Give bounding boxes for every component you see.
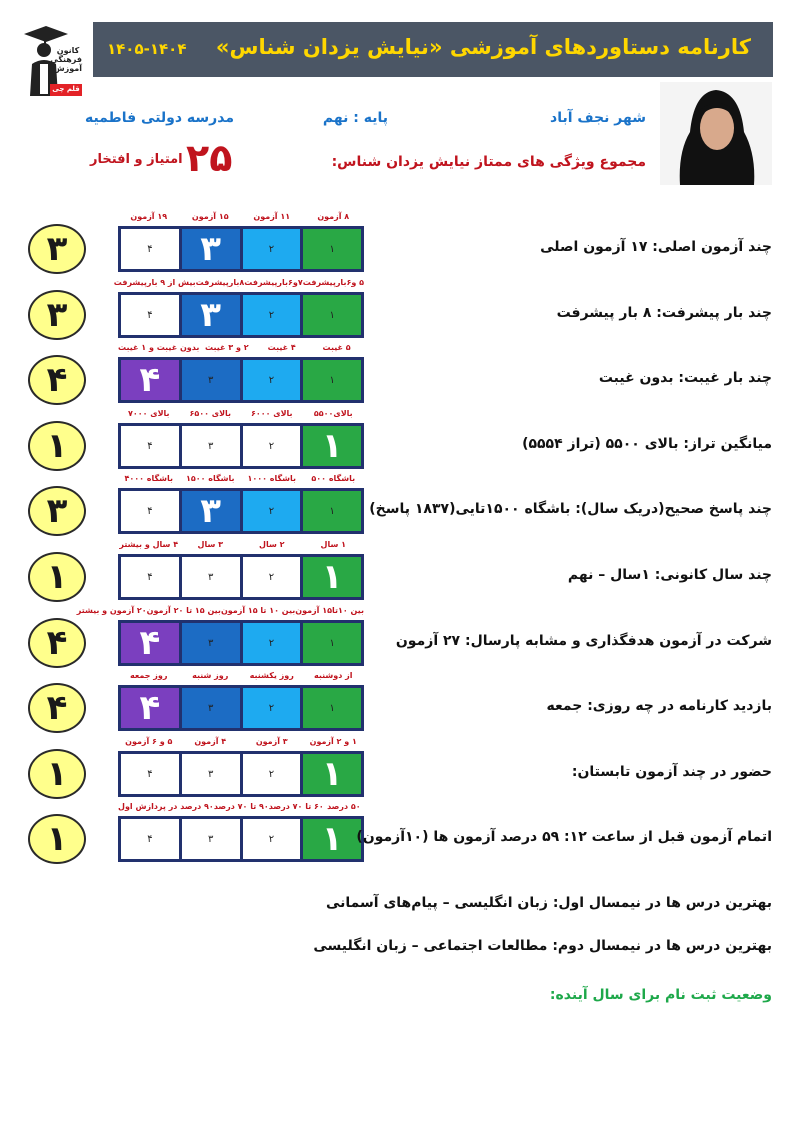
- range-label: ۸بارپیشرفت: [195, 278, 245, 287]
- range-label: ۵۰ درصد: [327, 802, 361, 811]
- level-cell-4: ۴: [121, 491, 179, 531]
- range-label: باشگاه ۵۰۰: [311, 474, 356, 483]
- city-text: شهر نجف آباد: [550, 110, 646, 126]
- level-cell-2: ۲: [243, 229, 301, 269]
- score-circle: ۴: [28, 683, 86, 733]
- row-question: شرکت در آزمون هدفگذاری و مشابه پارسال: ۲۷ آزمون: [395, 633, 772, 649]
- level-cell-4: ۴: [121, 623, 179, 663]
- range-label: روز یکشنبه: [249, 671, 294, 680]
- row-range-labels: [118, 737, 364, 749]
- range-label: باشگاه ۱۰۰۰: [247, 474, 297, 483]
- range-label: ۴ سال و بیشتر: [119, 540, 179, 549]
- row-range-labels: [118, 802, 364, 814]
- range-label: بیش از ۹ بارپیشرفت: [113, 278, 196, 287]
- range-label: ۱۱ آزمون: [253, 212, 291, 221]
- score-circle: ۴: [28, 355, 86, 405]
- range-label: بالای۵۵۰۰: [313, 409, 353, 418]
- level-cell-3: ۳: [182, 623, 240, 663]
- report-header: [93, 22, 773, 77]
- level-cell-3: ۳: [182, 426, 240, 466]
- row-level-cells: [118, 751, 364, 797]
- total-value: ۲۵: [186, 136, 233, 180]
- range-label: بالای ۶۰۰۰: [250, 409, 293, 418]
- row-level-cells: [118, 554, 364, 600]
- logo-line1: کانون: [56, 46, 80, 55]
- level-cell-2: ۲: [243, 295, 301, 335]
- level-cell-1: ۱: [303, 295, 361, 335]
- score-circle: ۱: [28, 552, 86, 602]
- range-label: بالای ۷۰۰۰: [127, 409, 170, 418]
- range-label: ۴ غیبت: [267, 343, 296, 352]
- row-question: چند آزمون اصلی: ۱۷ آزمون اصلی: [540, 239, 772, 255]
- logo-line2: فرهنگی: [50, 55, 82, 64]
- range-label: ۱۹ آزمون: [130, 212, 168, 221]
- row-question: اتمام آزمون قبل از ساعت ۱۲: ۵۹ درصد آزمون ها (۱۰آزمون): [356, 829, 772, 845]
- level-cell-3: ۳: [182, 295, 240, 335]
- range-label: ۹۰ تا ۷۰ درصد: [213, 802, 269, 811]
- score-circle: ۳: [28, 290, 86, 340]
- level-cell-4: ۴: [121, 754, 179, 794]
- score-circle: ۳: [28, 486, 86, 536]
- score-circle: ۱: [28, 749, 86, 799]
- range-label: بالای ۶۵۰۰: [189, 409, 232, 418]
- range-label: باشگاه ۱۵۰۰: [185, 474, 235, 483]
- score-circle: ۴: [28, 618, 86, 668]
- range-label: بین ۱۵ تا ۲۰ آزمون: [146, 606, 221, 615]
- level-cell-1: ۱: [303, 557, 361, 597]
- row-level-cells: [118, 357, 364, 403]
- range-label: ۲ سال: [259, 540, 285, 549]
- level-cell-2: ۲: [243, 819, 301, 859]
- row-range-labels: [118, 671, 364, 683]
- range-label: ۲ و ۳ غیبت: [205, 343, 249, 352]
- logo-line4: قلم چی: [52, 85, 80, 93]
- row-level-cells: [118, 292, 364, 338]
- row-range-labels: [118, 474, 364, 486]
- level-cell-2: ۲: [243, 623, 301, 663]
- range-label: ۴ آزمون: [194, 737, 227, 746]
- report-title: کارنامه دستاوردهای آموزشی «نیایش یزدان شناس»: [215, 35, 751, 59]
- score-circle: ۱: [28, 421, 86, 471]
- range-label: ۵ و۶بارپیشرفت: [302, 278, 364, 287]
- row-question: چند بار غیبت: بدون غیبت: [598, 370, 772, 386]
- row-question: چند سال کانونی: ۱سال – نهم: [567, 567, 772, 583]
- level-cell-4: ۴: [121, 688, 179, 728]
- level-cell-1: ۱: [303, 491, 361, 531]
- level-cell-2: ۲: [243, 426, 301, 466]
- level-cell-2: ۲: [243, 557, 301, 597]
- row-range-labels: [118, 343, 364, 355]
- level-cell-3: ۳: [182, 557, 240, 597]
- row-level-cells: [118, 226, 364, 272]
- level-cell-3: ۳: [182, 754, 240, 794]
- best-subjects-second-semester: بهترین درس ها در نیمسال دوم: مطالعات اجتماعی – زبان انگلیسی: [313, 938, 772, 954]
- range-label: ۷و۶بارپیشرفت: [244, 278, 303, 287]
- report-years: ۱۴۰۵-۱۴۰۴: [107, 40, 187, 58]
- row-question: چند بار پیشرفت: ۸ بار پیشرفت: [556, 305, 772, 321]
- row-range-labels: [76, 606, 364, 618]
- range-label: بدون غیبت و ۱ غیبت: [118, 343, 200, 352]
- range-label: بین ۱۰ تا ۱۵ آزمون: [220, 606, 296, 615]
- row-question: چند پاسخ صحیح(دریک سال): باشگاه ۱۵۰۰تایی(۱۸۳۷ پاسخ): [369, 501, 772, 517]
- row-level-cells: [118, 488, 364, 534]
- student-photo: [660, 82, 772, 185]
- score-circle: ۱: [28, 814, 86, 864]
- row-question: میانگین تراز: بالای ۵۵۰۰ (تراز ۵۵۵۴): [522, 436, 772, 452]
- kanoon-logo: [20, 20, 82, 98]
- range-label: باشگاه ۴۰۰۰: [124, 474, 174, 483]
- level-cell-2: ۲: [243, 491, 301, 531]
- total-label: مجموع ویژگی های ممتاز نیایش یزدان شناس:: [331, 154, 646, 170]
- row-range-labels: [118, 409, 364, 421]
- range-label: ۲۰ آزمون و بیشتر: [76, 606, 147, 615]
- range-label: ۸ آزمون: [317, 212, 350, 221]
- level-cell-4: ۴: [121, 819, 179, 859]
- level-cell-2: ۲: [243, 754, 301, 794]
- level-cell-1: ۱: [303, 426, 361, 466]
- range-label: روز جمعه: [130, 671, 168, 680]
- level-cell-3: ۳: [182, 360, 240, 400]
- school-text: مدرسه دولتی فاطمیه: [84, 110, 234, 126]
- student-portrait-icon: [660, 82, 772, 185]
- level-cell-1: ۱: [303, 229, 361, 269]
- range-label: روز شنبه: [192, 671, 229, 680]
- level-cell-1: ۱: [303, 819, 361, 859]
- range-label: ۹۰ درصد در پردازش اول: [118, 802, 214, 811]
- range-label: بین ۱۰تا۱۵ آزمون: [295, 606, 364, 615]
- level-cell-3: ۳: [182, 491, 240, 531]
- level-cell-1: ۱: [303, 754, 361, 794]
- row-range-labels: [118, 212, 364, 224]
- level-cell-2: ۲: [243, 688, 301, 728]
- range-label: ۳ آزمون: [255, 737, 288, 746]
- range-label: ۶۰ تا ۷۰ درصد: [268, 802, 324, 811]
- level-cell-1: ۱: [303, 623, 361, 663]
- total-unit: امتیاز و افتخار: [90, 152, 183, 167]
- logo-line3: آموزش: [53, 64, 82, 73]
- range-label: ۱ و ۲ آزمون: [309, 737, 357, 746]
- row-level-cells: [118, 620, 364, 666]
- range-label: ۱۵ آزمون: [191, 212, 229, 221]
- level-cell-4: ۴: [121, 426, 179, 466]
- grade-text: پایه : نهم: [322, 110, 388, 126]
- row-level-cells: [118, 685, 364, 731]
- range-label: ۵ غیبت: [322, 343, 351, 352]
- best-subjects-first-semester: بهترین درس ها در نیمسال اول: زبان انگلیسی – پیام‌های آسمانی: [325, 895, 772, 911]
- level-cell-4: ۴: [121, 360, 179, 400]
- level-cell-3: ۳: [182, 229, 240, 269]
- range-label: ۱ سال: [320, 540, 346, 549]
- level-cell-1: ۱: [303, 360, 361, 400]
- score-circle: ۳: [28, 224, 86, 274]
- range-label: ۵ و ۶ آزمون: [125, 737, 173, 746]
- level-cell-1: ۱: [303, 688, 361, 728]
- registration-status: وضعیت ثبت نام برای سال آینده:: [549, 987, 772, 1003]
- row-range-labels: [113, 278, 364, 290]
- level-cell-4: ۴: [121, 295, 179, 335]
- level-cell-3: ۳: [182, 688, 240, 728]
- range-label: از دوشنبه: [314, 671, 353, 680]
- level-cell-2: ۲: [243, 360, 301, 400]
- range-label: ۳ سال: [197, 540, 223, 549]
- row-question: حضور در چند آزمون تابستان:: [571, 764, 772, 780]
- row-range-labels: [118, 540, 364, 552]
- row-level-cells: [118, 423, 364, 469]
- level-cell-4: ۴: [121, 229, 179, 269]
- row-level-cells: [118, 816, 364, 862]
- row-question: بازدید کارنامه در چه روزی: جمعه: [546, 698, 772, 714]
- level-cell-3: ۳: [182, 819, 240, 859]
- level-cell-4: ۴: [121, 557, 179, 597]
